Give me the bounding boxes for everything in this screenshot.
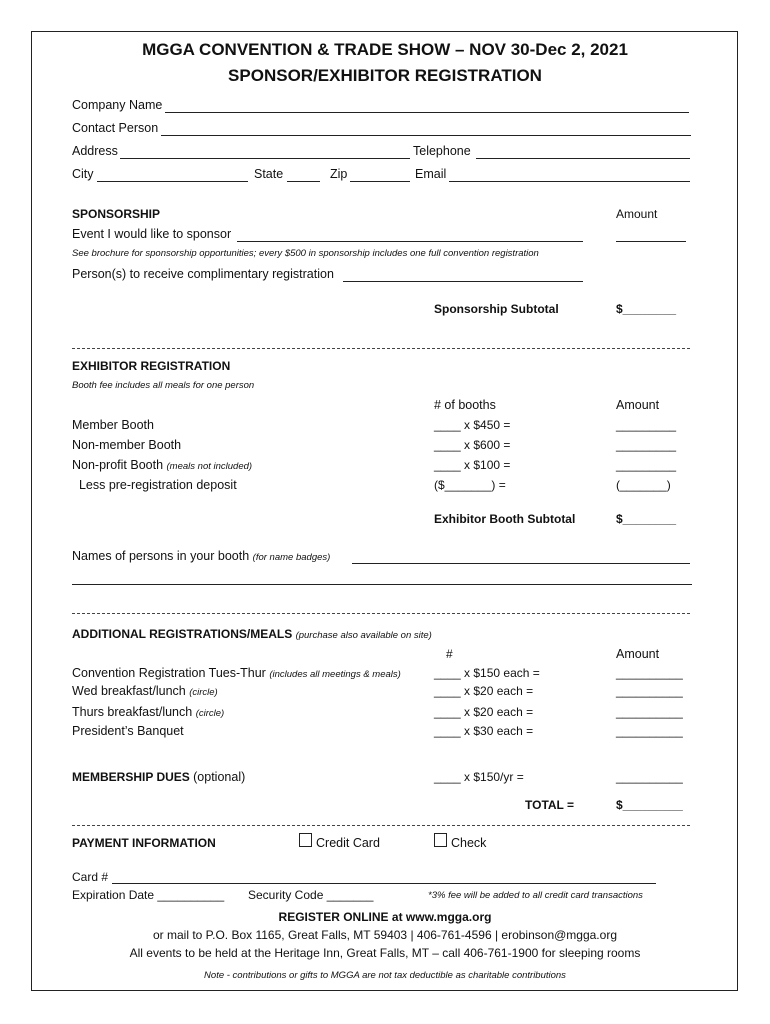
zip-field[interactable] (350, 181, 410, 182)
booth-names-field-2[interactable] (72, 584, 692, 585)
exhibitor-subtotal-field[interactable]: $________ (616, 512, 677, 526)
additional-heading-note: (purchase also available on site) (295, 630, 432, 641)
thurs-meals-amount[interactable]: __________ (616, 705, 683, 719)
register-online: REGISTER ONLINE at www.mgga.org (278, 910, 492, 924)
nonmember-booth-label: Non-member Booth (72, 438, 182, 452)
nonprofit-booth-amount[interactable]: _________ (616, 458, 677, 472)
banquet-amount[interactable]: __________ (616, 724, 683, 738)
mailing-address: or mail to P.O. Box 1165, Great Falls, MT 59403 | 406-761-4596 | erobinson@mgga.org (152, 928, 617, 942)
nonprofit-booth-note: (meals not included) (166, 461, 253, 472)
wed-meals-note: (circle) (189, 687, 218, 698)
wed-meals-amount[interactable]: __________ (616, 684, 683, 698)
telephone-label: Telephone (413, 144, 471, 158)
thurs-meals-note: (circle) (195, 708, 225, 719)
event-sponsor-label: Event I would like to sponsor (72, 227, 232, 241)
card-number-label: Card # (72, 870, 109, 884)
address-field[interactable] (120, 158, 410, 159)
convention-registration-qty[interactable]: ____ x $150 each = (434, 666, 540, 680)
thurs-meals-qty[interactable]: ____ x $20 each = (434, 705, 534, 719)
thurs-meals-text: Thurs breakfast/lunch (72, 705, 193, 719)
exhibitor-amount-header: Amount (616, 398, 660, 412)
telephone-field[interactable] (476, 158, 690, 159)
complimentary-persons-field[interactable] (343, 281, 583, 282)
tax-note: Note - contributions or gifts to MGGA are not tax deductible as charitable contributions (204, 970, 566, 981)
credit-card-fee-note: *3% fee will be added to all credit card transactions (428, 890, 643, 901)
deposit-label: Less pre-registration deposit (72, 478, 237, 492)
sponsorship-heading: SPONSORSHIP (72, 207, 161, 221)
zip-label: Zip (330, 167, 348, 181)
member-booth-qty[interactable]: ____ x $450 = (434, 418, 511, 432)
wed-meals-label (72, 684, 218, 698)
state-label: State (254, 167, 284, 181)
events-location: All events to be held at the Heritage Inn, Great Falls, MT – call 406-761-1900 for sleeping rooms (129, 946, 641, 960)
event-sponsor-field[interactable] (237, 241, 583, 242)
banquet-label: President’s Banquet (72, 724, 184, 738)
credit-card-checkbox[interactable] (299, 833, 312, 847)
address-label: Address (72, 144, 118, 158)
membership-dues-amount[interactable]: __________ (616, 770, 683, 784)
event-sponsor-amount-field[interactable] (616, 241, 686, 242)
nonprofit-booth-qty[interactable]: ____ x $100 = (434, 458, 511, 472)
exhibitor-heading: EXHIBITOR REGISTRATION (72, 359, 231, 373)
contact-person-field[interactable] (161, 135, 691, 136)
security-code-field[interactable]: Security Code _______ (248, 888, 374, 902)
section-divider (72, 348, 690, 349)
card-number-field[interactable] (112, 883, 656, 884)
check-label: Check (451, 836, 487, 850)
wed-meals-text: Wed breakfast/lunch (72, 684, 186, 698)
membership-dues-note: (optional) (193, 770, 246, 784)
nonprofit-booth-text: Non-profit Booth (72, 458, 164, 472)
email-field[interactable] (449, 181, 690, 182)
membership-dues-qty[interactable]: ____ x $150/yr = (434, 770, 524, 784)
deposit-qty[interactable]: ($_______) = (434, 478, 506, 492)
booth-names-label (72, 549, 330, 563)
member-booth-amount[interactable]: _________ (616, 418, 677, 432)
additional-heading (72, 627, 432, 641)
nonprofit-booth-label (72, 458, 252, 472)
expiration-date-field[interactable]: Expiration Date __________ (72, 888, 225, 902)
booth-names-note: (for name badges) (252, 552, 331, 563)
membership-dues-label (72, 770, 245, 784)
additional-heading-text: ADDITIONAL REGISTRATIONS/MEALS (72, 627, 293, 641)
additional-amount-header: Amount (616, 647, 660, 661)
convention-registration-label (72, 666, 401, 680)
booth-fee-note: Booth fee includes all meals for one person (72, 380, 255, 391)
form-subtitle: SPONSOR/EXHIBITOR REGISTRATION (228, 66, 542, 85)
city-field[interactable] (97, 181, 248, 182)
banquet-qty[interactable]: ____ x $30 each = (434, 724, 534, 738)
sponsorship-subtotal-label: Sponsorship Subtotal (434, 302, 559, 316)
check-checkbox[interactable] (434, 833, 447, 847)
deposit-amount[interactable]: (_______) (616, 478, 671, 492)
email-label: Email (415, 167, 447, 181)
membership-dues-text: MEMBERSHIP DUES (72, 770, 190, 784)
nonmember-booth-qty[interactable]: ____ x $600 = (434, 438, 511, 452)
convention-registration-text: Convention Registration Tues-Thur (72, 666, 266, 680)
total-label: TOTAL = (525, 798, 575, 812)
wed-meals-qty[interactable]: ____ x $20 each = (434, 684, 534, 698)
city-label: City (72, 167, 94, 181)
nonmember-booth-amount[interactable]: _________ (616, 438, 677, 452)
booth-names-text: Names of persons in your booth (72, 549, 250, 563)
sponsorship-amount-header: Amount (616, 207, 658, 221)
convention-registration-amount[interactable]: __________ (616, 666, 683, 680)
sponsorship-note: See brochure for sponsorship opportunities; every $500 in sponsorship includes one full convention registration (72, 248, 539, 259)
section-divider (72, 825, 690, 826)
complimentary-persons-label: Person(s) to receive complimentary registration (72, 267, 334, 281)
company-name-field[interactable] (165, 112, 689, 113)
thurs-meals-label (72, 705, 224, 719)
company-name-label: Company Name (72, 98, 163, 112)
form-title: MGGA CONVENTION & TRADE SHOW – NOV 30-Dec 2, 2021 (142, 40, 628, 59)
contact-person-label: Contact Person (72, 121, 159, 135)
exhibitor-subtotal-label: Exhibitor Booth Subtotal (434, 512, 576, 526)
additional-qty-header: # (446, 647, 453, 661)
payment-heading: PAYMENT INFORMATION (72, 836, 216, 850)
section-divider (72, 613, 690, 614)
total-field[interactable]: $_________ (616, 798, 683, 812)
state-field[interactable] (287, 181, 320, 182)
member-booth-label: Member Booth (72, 418, 154, 432)
booth-names-field[interactable] (352, 563, 690, 564)
sponsorship-subtotal-field[interactable]: $________ (616, 302, 677, 316)
convention-registration-note: (includes all meetings & meals) (269, 669, 401, 680)
credit-card-label: Credit Card (316, 836, 380, 850)
booths-column-header: # of booths (434, 398, 496, 412)
